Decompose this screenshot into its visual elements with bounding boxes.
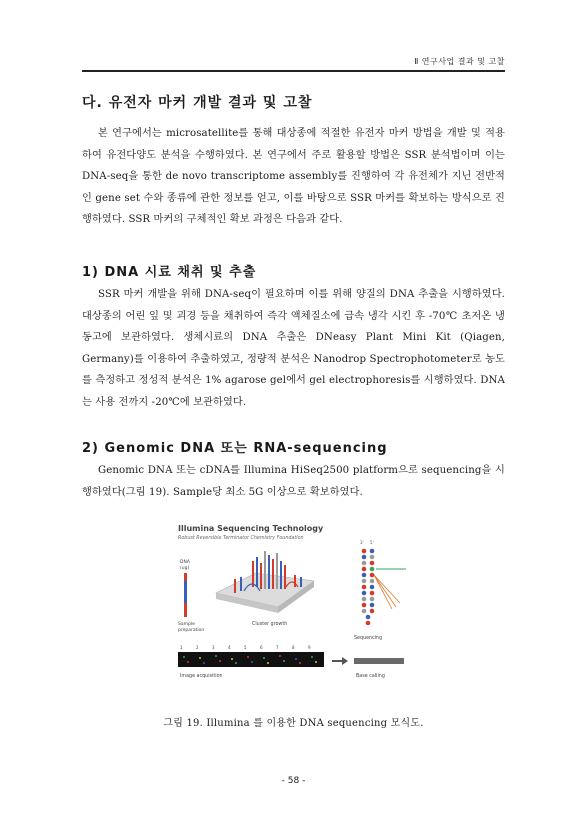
sample-prep-label [178, 621, 204, 633]
base-calling-bar [354, 658, 404, 664]
running-header: Ⅱ 연구사업 결과 및 고찰 [414, 57, 505, 66]
dna-label: DNA [180, 560, 190, 565]
svg-text:4: 4 [228, 645, 231, 650]
sample-prep-line2: preparation [178, 628, 205, 633]
sequencing-paragraph: Genomic DNA 또는 cDNA를 Illumina HiSeq2500 platform으로 sequencing을 시행하였다(그림 19). Sample당 최소 5G 이상으로 확보하였다. [82, 465, 505, 498]
figure-caption: 그림 19. Illumina 를 이용한 DNA sequencing 모식도. [163, 718, 424, 729]
intro-paragraph: 본 연구에서는 microsatellite를 통해 대상종에 적절한 유전자 마커 방법을 개발 및 적용하여 유전다양도 분석을 수행하였다. 본 연구에서 주로 활용할 방법은 SSR 분석법이며 이는 DNA-seq을 통한 de novo transcriptome assembly를 진행하여 각 유전체가 지닌 전반적인 gene set 수와 종류에 관한 정보를 얻고, 이를 바탕으로 SSR 마커를 확보하는 방식으로 진행하였다. SSR 마커의 구체적인 확보 과정은 다음과 같다. [82, 128, 505, 225]
dna-sampling-paragraph: SSR 마커 개발을 위해 DNA-seq이 필요하며 이를 위해 양질의 DNA 추출을 시행하였다. 대상종의 어린 잎 및 괴경 등을 채취하여 즉각 액체질소에 급속 냉각 시킨 후 -70℃ 초저온 냉동고에 보관하였다. 생체시료의 DNA 추출은 DNeasy Plant Mini Kit (Qiagen, Germany)를 이용하여 추출하였고, 정량적 분석은 Nanodrop Spectrophotometer로 농도를 측정하고 정성적 분석은 1% agarose gel에서 gel electrophoresis를 시행하였다. DNA는 사용 전까지 -20℃에 보관하였다. [82, 289, 505, 408]
subsection-title-sequencing: 2) Genomic DNA 또는 RNA-sequencing [82, 441, 388, 456]
figure-title: Illumina Sequencing Technology [178, 524, 324, 533]
base-calling-arrow [332, 657, 348, 665]
image-strip [178, 652, 324, 667]
dna-unit-label: (ug) [180, 566, 190, 571]
svg-text:7: 7 [276, 645, 279, 650]
svg-text:6: 6 [260, 645, 263, 650]
emission-rays [374, 575, 400, 609]
dna-strand-blue [184, 581, 187, 603]
figure-subtitle: Robust Reversible Terminator Chemistry Foundation [178, 536, 304, 541]
seq-end-3: 3' [360, 540, 364, 545]
svg-text:5: 5 [244, 645, 247, 650]
sequencing-label: Sequencing [354, 636, 383, 641]
svg-text:8: 8 [292, 645, 295, 650]
svg-text:2: 2 [196, 645, 199, 650]
seq-end-5: 5' [370, 540, 374, 545]
base-calling-label: Base calling [356, 674, 385, 679]
svg-text:1: 1 [180, 645, 183, 650]
subsection-title-dna-sampling: 1) DNA 시료 채취 및 추출 [82, 265, 257, 280]
sequencing-beads [362, 549, 375, 626]
cycle-numbers [180, 645, 311, 650]
illumina-diagram [174, 521, 413, 686]
illumina-figure [174, 521, 413, 686]
cluster-growth-label: Cluster growth [252, 622, 288, 627]
section-title: 다. 유전자 마커 개발 결과 및 고찰 [82, 95, 313, 111]
header-rule [82, 70, 505, 72]
page-number: - 58 - [281, 776, 306, 786]
image-acquisition-label: Image acquisition [180, 674, 223, 679]
sample-prep-line1: Sample [178, 622, 195, 627]
svg-text:9: 9 [308, 645, 311, 650]
svg-text:3: 3 [212, 645, 215, 650]
